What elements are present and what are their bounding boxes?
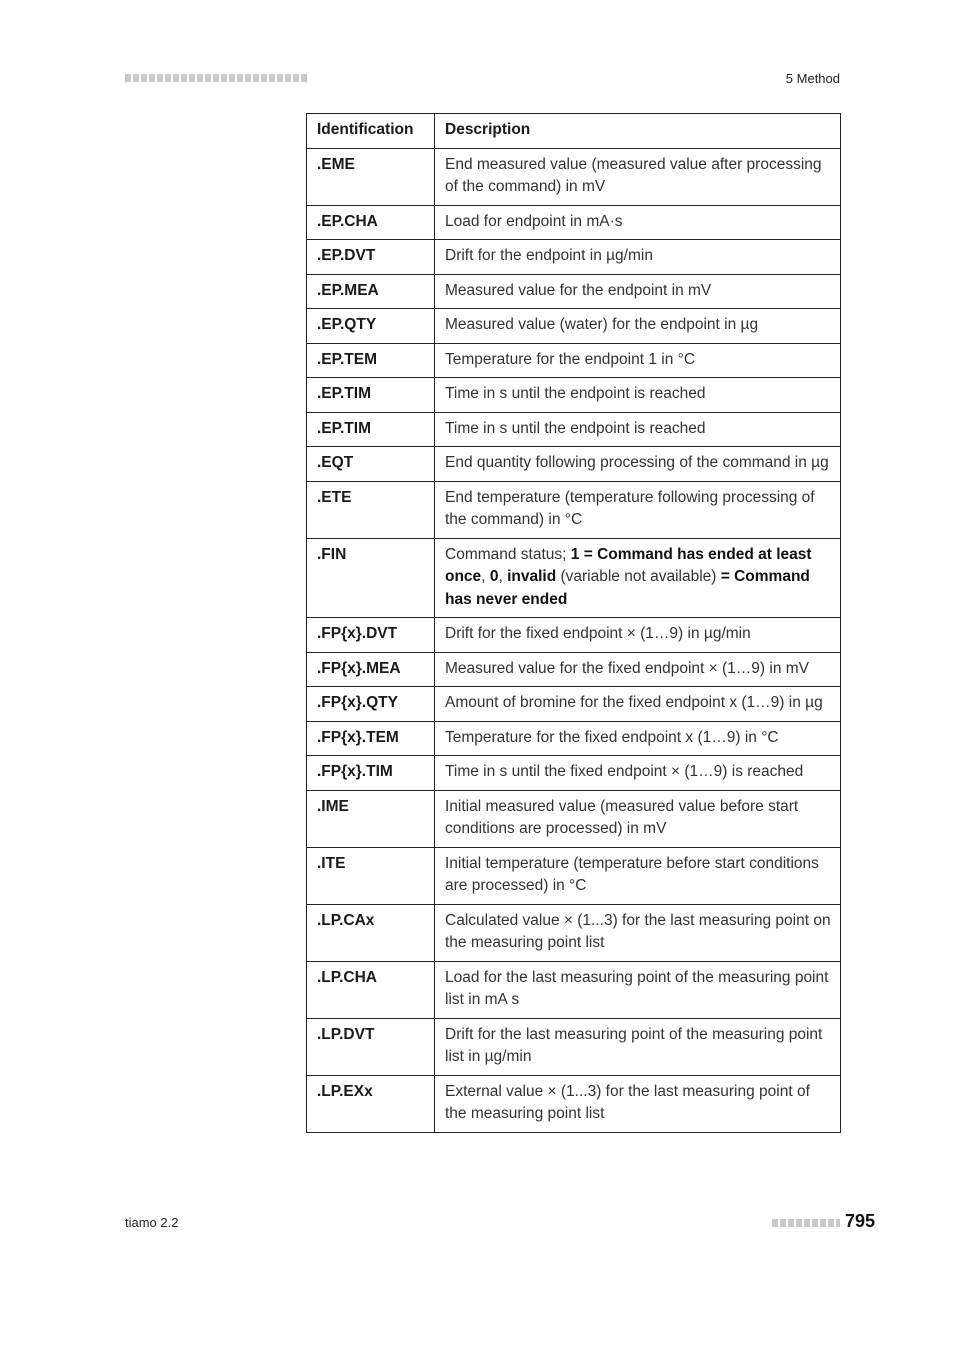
variable-description: Amount of bromine for the fixed endpoint x (1…9) in µg (435, 687, 841, 722)
variable-identifier: .ETE (307, 481, 435, 538)
variable-description: External value × (1...3) for the last measuring point of the measuring point list (435, 1075, 841, 1132)
variable-description: Time in s until the endpoint is reached (435, 378, 841, 413)
variable-identifier: .EME (307, 148, 435, 205)
variable-description: End quantity following processing of the command in µg (435, 447, 841, 482)
variable-description: End temperature (temperature following processing of the command) in °C (435, 481, 841, 538)
variable-description: Initial measured value (measured value before start conditions are processed) in mV (435, 790, 841, 847)
variable-identifier: .EP.MEA (307, 274, 435, 309)
variable-description: Drift for the fixed endpoint × (1…9) in µg/min (435, 618, 841, 653)
variable-description: Load for the last measuring point of the measuring point list in mA s (435, 961, 841, 1018)
section-title: 5 Method (785, 71, 840, 86)
variable-description: Drift for the endpoint in µg/min (435, 240, 841, 275)
variable-identifier: .FP{x}.TEM (307, 721, 435, 756)
variable-description: End measured value (measured value after processing of the command) in mV (435, 148, 841, 205)
table-row (307, 481, 841, 538)
table-row (307, 721, 841, 756)
variable-description: Calculated value × (1...3) for the last measuring point on the measuring point list (435, 904, 841, 961)
table-row (307, 756, 841, 791)
variable-identifier: .EP.TEM (307, 343, 435, 378)
table-row (307, 309, 841, 344)
variable-description: Initial temperature (temperature before start conditions are processed) in °C (435, 847, 841, 904)
table-row (307, 687, 841, 722)
variable-identifier: .FP{x}.MEA (307, 652, 435, 687)
table-row (307, 1018, 841, 1075)
variable-description: Load for endpoint in mA·s (435, 205, 841, 240)
column-header-description: Description (435, 114, 841, 149)
table-row (307, 1075, 841, 1132)
description-emphasis: = Command has never ended (445, 568, 810, 608)
table-row (307, 904, 841, 961)
table-row (307, 148, 841, 205)
table-row (307, 447, 841, 482)
column-header-identification: Identification (307, 114, 435, 149)
table-row (307, 618, 841, 653)
variable-description: Drift for the last measuring point of the measuring point list in µg/min (435, 1018, 841, 1075)
footer-dots-decoration (772, 1219, 840, 1227)
variable-identifier: .FP{x}.QTY (307, 687, 435, 722)
variable-identifier: .EP.TIM (307, 378, 435, 413)
description-text: , (498, 568, 508, 585)
table-row (307, 205, 841, 240)
variable-identifier: .EP.CHA (307, 205, 435, 240)
variable-description: Time in s until the endpoint is reached (435, 412, 841, 447)
table-row (307, 343, 841, 378)
variable-description: Measured value for the fixed endpoint × (1…9) in mV (435, 652, 841, 687)
page-number: 795 (845, 1211, 876, 1231)
variable-identifier: .EP.DVT (307, 240, 435, 275)
table-row (307, 412, 841, 447)
variable-identifier: .FIN (307, 538, 435, 618)
variable-identifier: .LP.CAx (307, 904, 435, 961)
variable-identifier: .EQT (307, 447, 435, 482)
variable-identifier: .EP.TIM (307, 412, 435, 447)
variable-identifier: .LP.DVT (307, 1018, 435, 1075)
description-text: Command status; (445, 545, 571, 563)
table-row (307, 652, 841, 687)
table-header-row (307, 114, 841, 149)
variable-description: Temperature for the endpoint 1 in °C (435, 343, 841, 378)
table-row (307, 790, 841, 847)
table-row (307, 961, 841, 1018)
variable-identifier: .LP.EXx (307, 1075, 435, 1132)
table-row (307, 538, 841, 618)
description-emphasis: 1 = Command has ended at least once (445, 545, 812, 585)
description-text: , (481, 568, 490, 585)
variable-identifier: .ITE (307, 847, 435, 904)
variable-identifier: .FP{x}.DVT (307, 618, 435, 653)
variable-description: Temperature for the fixed endpoint x (1…9) in °C (435, 721, 841, 756)
variable-description: Measured value for the endpoint in mV (435, 274, 841, 309)
table-row (307, 274, 841, 309)
header-dots-decoration (125, 74, 307, 82)
variable-identifier: .EP.QTY (307, 309, 435, 344)
description-emphasis: 0 (489, 568, 499, 585)
variables-table (306, 113, 841, 1133)
variable-description: Measured value (water) for the endpoint in µg (435, 309, 841, 344)
variable-identifier: .FP{x}.TIM (307, 756, 435, 791)
variable-identifier: .LP.CHA (307, 961, 435, 1018)
variable-description: Time in s until the fixed endpoint × (1…9) is reached (435, 756, 841, 791)
variable-description (435, 538, 841, 618)
variable-identifier: .IME (307, 790, 435, 847)
description-emphasis: invalid (507, 568, 557, 585)
description-text: (variable not available) (556, 568, 721, 585)
table-row (307, 240, 841, 275)
table-row (307, 378, 841, 413)
footer-product: tiamo 2.2 (125, 1215, 179, 1230)
table-body (307, 148, 841, 1132)
table-row (307, 847, 841, 904)
